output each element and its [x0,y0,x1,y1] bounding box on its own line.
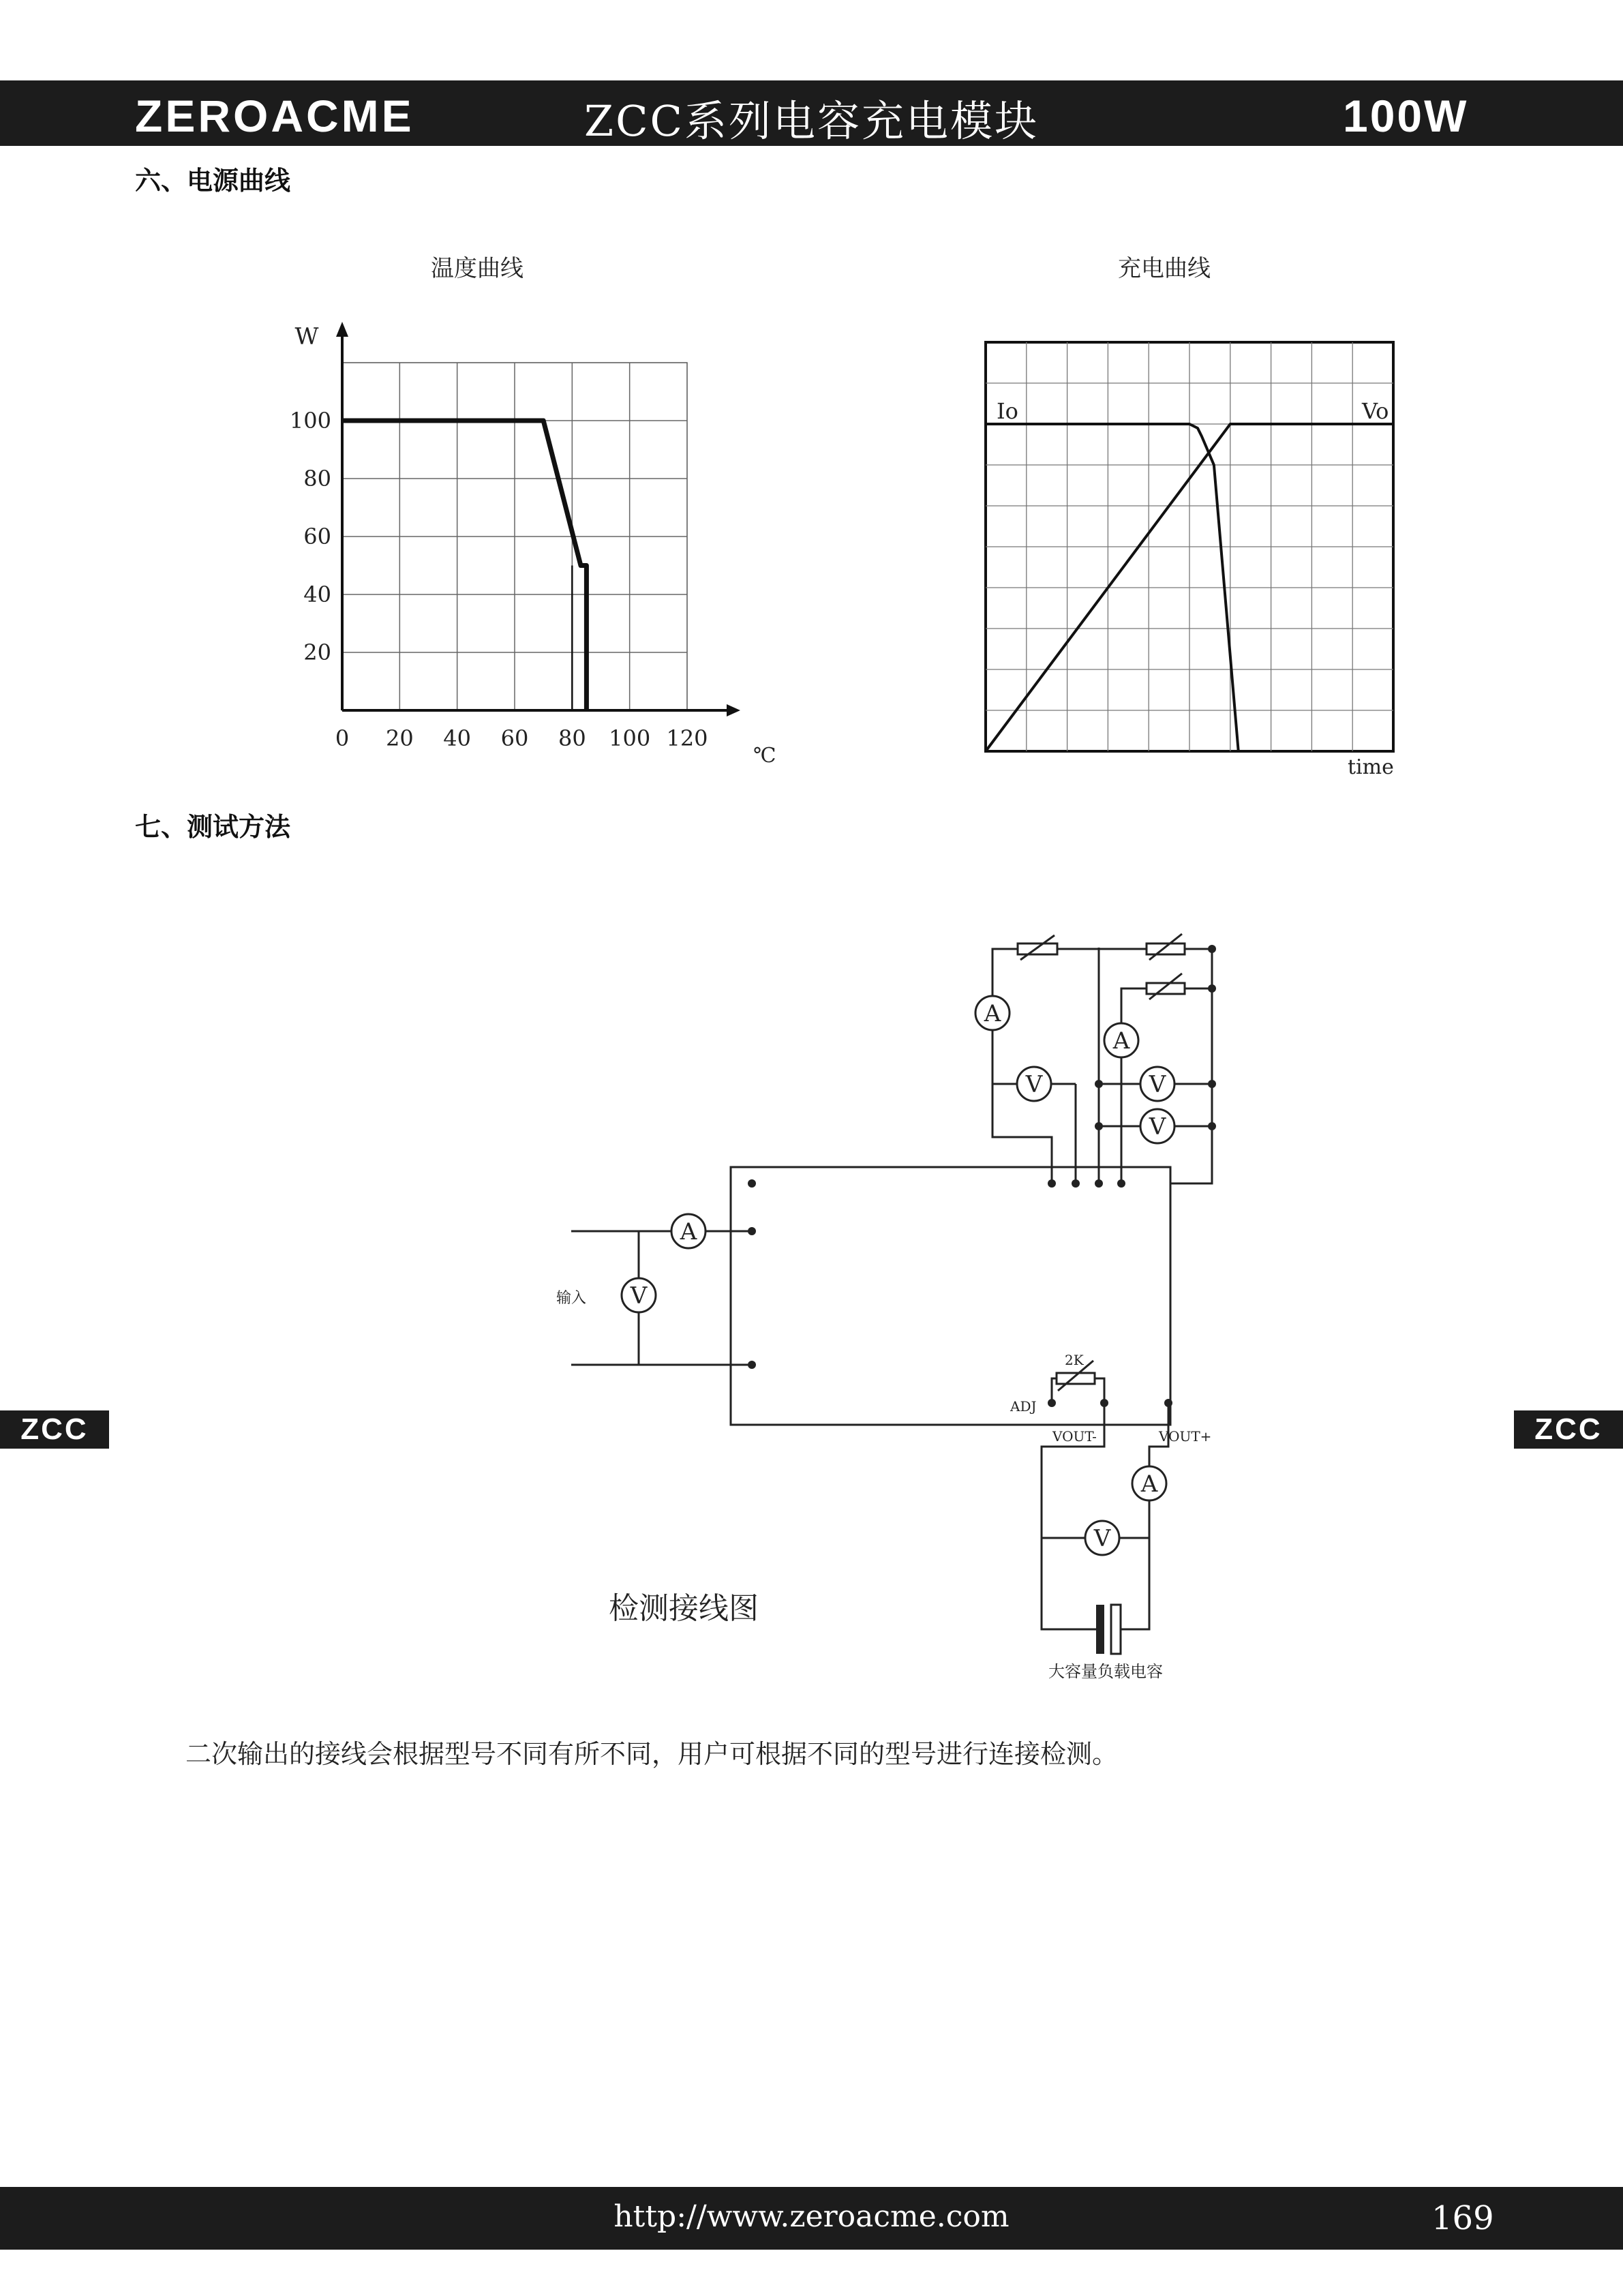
charging-chart-grid [986,342,1393,751]
vout-plus-label: VOUT+ [1159,1428,1212,1445]
svg-text:A: A [1112,1027,1130,1055]
page-number: 169 [1431,2199,1494,2237]
y-tick-label: 80 [303,466,331,492]
charging-chart-title: 充电曲线 [1118,255,1211,282]
section-heading-power-curves: 六、电源曲线 [135,166,291,196]
adj-label: ADJ [1010,1398,1037,1415]
x-tick-label: 0 [335,725,350,751]
x-tick-label: 40 [443,725,472,751]
load-voltmeter-icon [1085,1521,1119,1555]
charging-chart-io-label: Io [997,398,1018,424]
x-tick-label: 120 [666,725,708,751]
input-ammeter-icon [671,1214,706,1248]
brand-name: ZEROACME [135,91,414,141]
charging-chart-xlabel: time [1348,755,1394,779]
svg-text:V: V [1093,1525,1111,1552]
note-paragraph: 二次输出的接线会根据型号不同有所不同，用户可根据不同的型号进行连接检测。 [185,1739,1119,1769]
side-tab-right: ZCC [1514,1410,1623,1449]
svg-text:V: V [630,1282,648,1310]
document-title: ZCC系列电容充电模块 [584,96,1039,146]
temperature-chart-title: 温度曲线 [431,255,524,282]
charging-chart [975,334,1397,784]
temperature-chart-axes [336,322,740,716]
load-capacitor-icon [1096,1605,1121,1654]
y-tick-label: 40 [303,581,331,607]
svg-text:A: A [1140,1470,1158,1498]
temperature-chart-grid [342,363,687,710]
x-tick-label: 60 [500,725,529,751]
pot-label: 2K [1065,1352,1084,1368]
temperature-chart-xunit: ℃ [753,744,776,768]
section-heading-test-method: 七、测试方法 [135,812,291,842]
test-wiring-diagram [0,886,1623,1704]
output1-voltmeter-icon [1017,1067,1051,1101]
svg-text:V: V [1025,1071,1043,1098]
output3-voltmeter-icon [1140,1109,1174,1143]
temperature-chart-ticks [290,408,708,751]
temperature-chart [259,314,777,791]
input-label: 输入 [556,1290,587,1307]
svg-text:A: A [680,1218,697,1245]
footer-url[interactable]: http://www.zeroacme.com [613,2199,1010,2234]
vout-minus-label: VOUT- [1052,1428,1097,1445]
svg-text:V: V [1149,1113,1166,1141]
side-tab-left: ZCC [0,1410,109,1449]
input-voltmeter-icon [622,1278,656,1312]
x-tick-label: 20 [385,725,414,751]
x-tick-label: 80 [558,725,586,751]
x-axis-arrow [727,704,740,716]
power-derating-line [342,421,586,710]
svg-text:A: A [984,1000,1001,1027]
output2-ammeter-icon [1104,1023,1138,1057]
y-axis-arrow [336,322,348,337]
x-tick-label: 100 [609,725,651,751]
charging-chart-vo-label: Vo [1362,398,1389,424]
load-ammeter-icon [1132,1466,1166,1500]
y-tick-label: 60 [303,524,331,549]
temperature-chart-ylabel: W [294,323,319,350]
power-rating: 100W [1343,91,1469,141]
output1-ammeter-icon [975,996,1010,1030]
load-label: 大容量负载电容 [1048,1662,1163,1681]
temperature-chart-series [342,421,586,710]
y-tick-label: 100 [289,408,331,434]
y-tick-label: 20 [303,639,331,665]
svg-text:V: V [1149,1071,1166,1098]
output2-voltmeter-icon [1140,1067,1174,1101]
diagram-caption: 检测接线图 [609,1591,759,1626]
